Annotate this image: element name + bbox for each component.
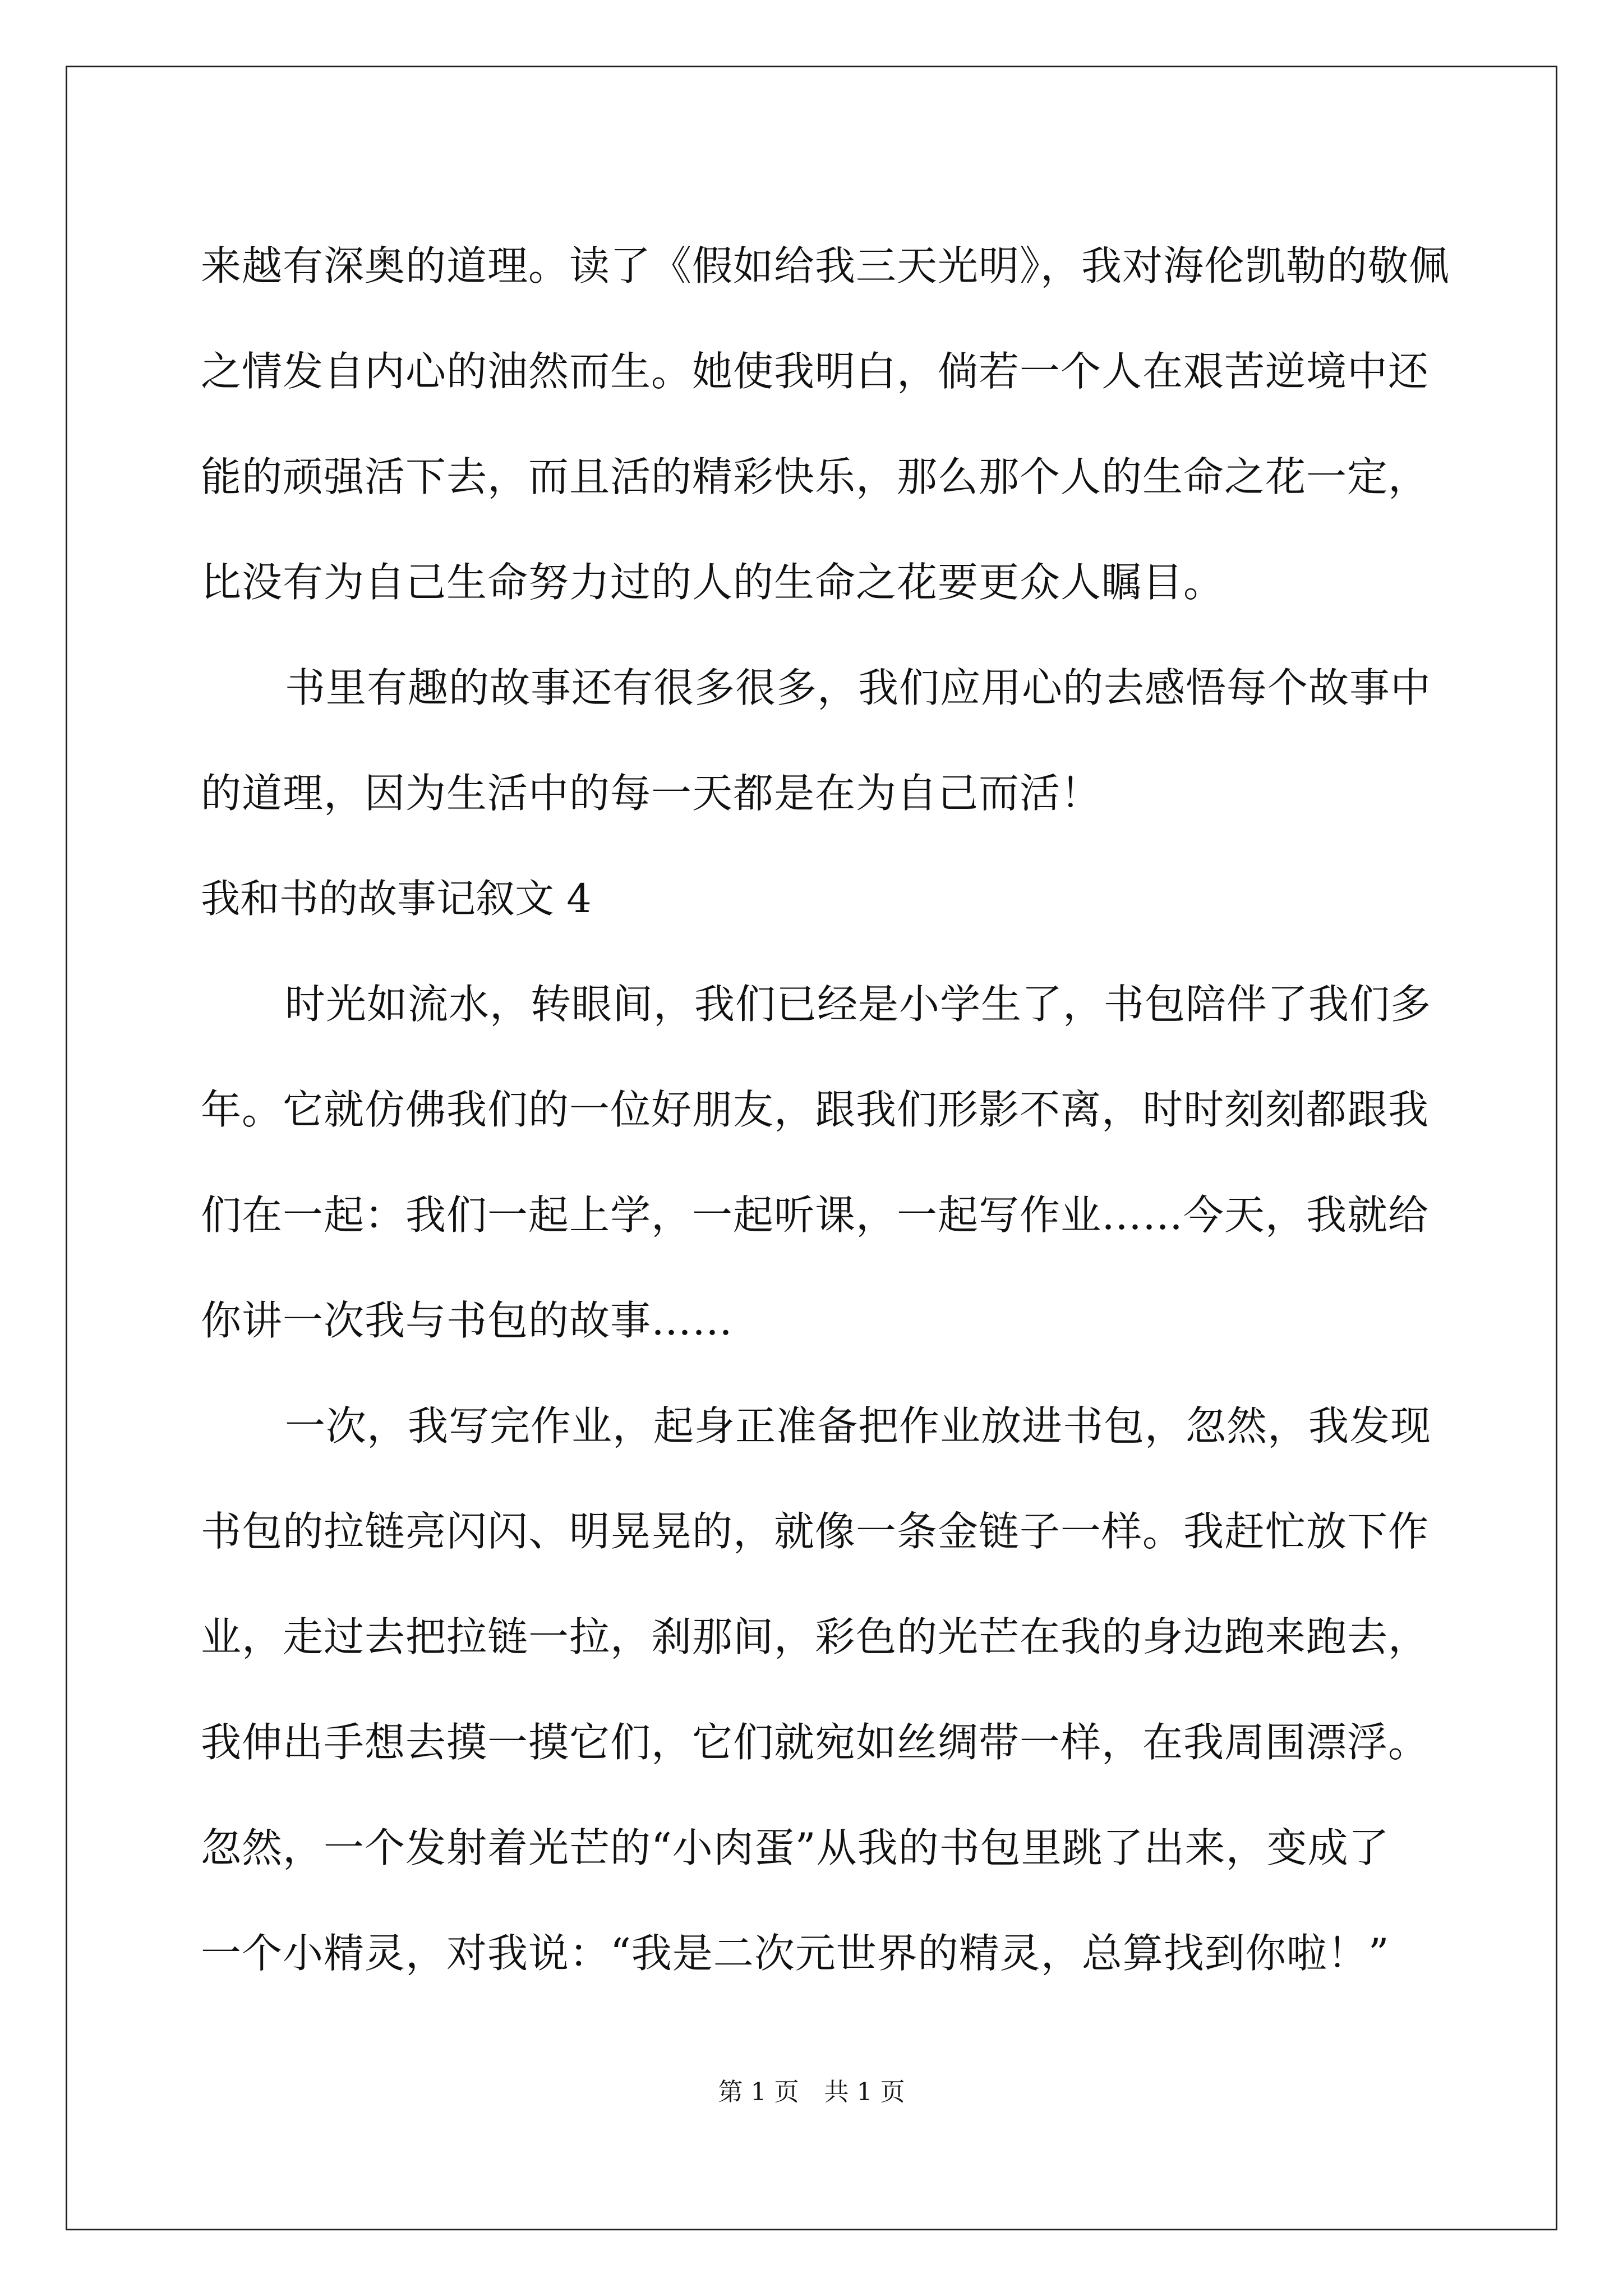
page-total: 共 1 页 [824,2078,905,2106]
paragraph-line: 你讲一次我与书包的故事…… [201,1297,734,1344]
paragraph-line: 比没有为自己生命努力过的人的生命之花要更众人瞩目。 [201,559,1225,606]
paragraph-line: 时光如流水，转眼间，我们已经是小学生了，书包陪伴了我们多 [285,981,1432,1028]
paragraph-line: 能的顽强活下去，而且活的精彩快乐，那么那个人的生命之花一定， [201,453,1430,500]
page-footer [0,2076,1623,2109]
paragraph-line: 年。它就仿佛我们的一位好朋友，跟我们形影不离，时时刻刻都跟我 [201,1086,1430,1133]
paragraph-line: 业，走过去把拉链一拉，刹那间，彩色的光芒在我的身边跑来跑去， [201,1613,1430,1660]
paragraph-line: 书包的拉链亮闪闪、明晃晃的，就像一条金链子一样。我赶忙放下作 [201,1508,1430,1555]
paragraph-line: 一个小精灵，对我说：“我是二次元世界的精灵，总算找到你啦！” [201,1930,1390,1977]
paragraph-line: 来越有深奥的道理。读了《假如给我三天光明》，我对海伦凯勒的敬佩 [201,242,1450,289]
section-heading: 我和书的故事记叙文 4 [201,876,592,922]
page-number: 第 1 页 [718,2078,799,2106]
paragraph-line: 一次，我写完作业，起身正准备把作业放进书包，忽然，我发现 [285,1402,1432,1450]
paragraph-line: 之情发自内心的油然而生。她使我明白，倘若一个人在艰苦逆境中还 [201,348,1430,395]
document-body [201,213,1450,2006]
paragraph-line: 忽然，一个发射着光芒的“小肉蛋”从我的书包里跳了出来，变成了 [201,1824,1390,1871]
paragraph-line: 书里有趣的故事还有很多很多，我们应用心的去感悟每个故事中 [285,664,1432,711]
paragraph-line: 我伸出手想去摸一摸它们，它们就宛如丝绸带一样，在我周围漂浮。 [201,1719,1430,1766]
paragraph-line: 的道理，因为生活中的每一天都是在为自己而活！ [201,770,1102,817]
paragraph-line: 们在一起：我们一起上学，一起听课，一起写作业……今天，我就给 [201,1191,1430,1239]
